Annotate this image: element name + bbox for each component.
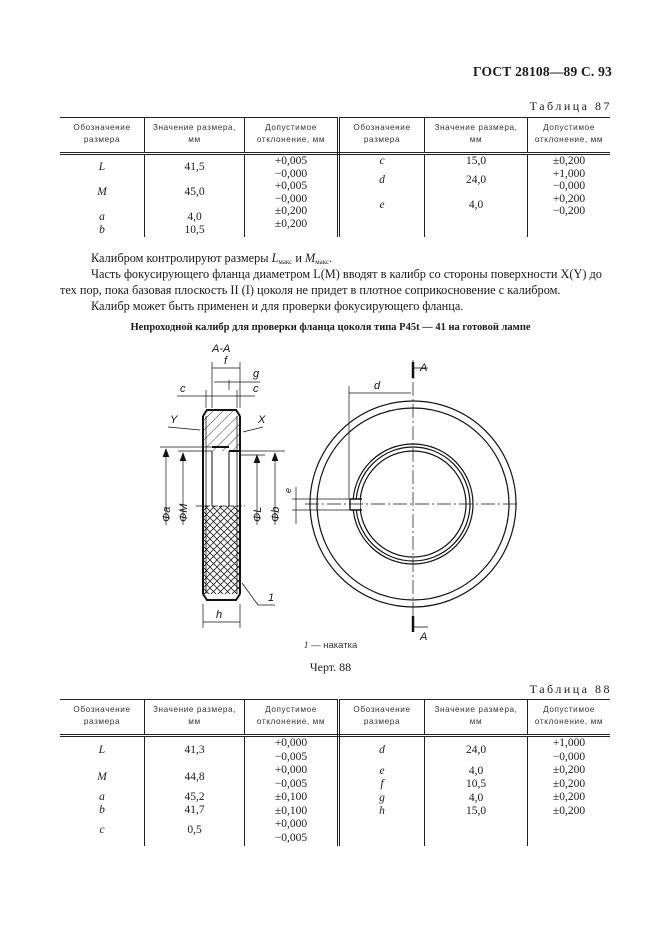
tolerance: +0,000 [274, 818, 308, 830]
tolerance: ±0,200 [552, 155, 586, 167]
label-Y: Y [170, 414, 178, 426]
col-header: Допустимое отклонение, мм [245, 118, 339, 154]
tolerance: +0,000 [274, 737, 308, 749]
label-A-top: А [420, 362, 428, 374]
col-header: Допустимое отклонение, мм [245, 700, 339, 736]
symbol: L [98, 744, 106, 756]
value-column [145, 736, 245, 846]
figure-number: Черт. 88 [309, 660, 352, 674]
tolerance: ±0,200 [274, 217, 308, 230]
label-c-left: c [180, 383, 186, 395]
symbol-column [339, 736, 425, 846]
col-header: Допустимое отклонение, мм [528, 118, 611, 154]
figure-legend: 1 — накатка [303, 640, 358, 651]
figure-title: Непроходной калибр для проверки фланца цоколя типа P45t — 41 на готовой лампе [130, 322, 531, 333]
tolerance: ±0,100 [274, 804, 308, 817]
symbol: e [379, 199, 385, 212]
value: 41,5 [184, 161, 205, 173]
symbol: a [99, 791, 105, 804]
tolerance: −0,000 [552, 180, 586, 193]
label-phi-a: Φa [161, 506, 173, 522]
label-1: 1 [268, 592, 275, 604]
section-view [160, 362, 285, 628]
tolerance: +0,000 [274, 764, 308, 776]
value: 4,0 [468, 791, 484, 804]
col-header: Обозначение размера [60, 700, 145, 736]
value: 45,2 [184, 791, 205, 804]
value: 10,5 [465, 778, 487, 790]
symbol: b [99, 803, 105, 816]
label-e: e [283, 487, 293, 493]
symbol: M [97, 186, 107, 199]
tolerance: ±0,100 [274, 791, 308, 803]
value-column [425, 736, 528, 846]
value: 44,8 [184, 770, 205, 783]
symbol: L [98, 161, 106, 173]
label-d: d [374, 380, 381, 392]
symbol-column [60, 736, 145, 846]
value: 15,0 [465, 155, 487, 167]
label-phi-b: Φb [270, 506, 282, 522]
symbol: b [99, 223, 105, 236]
value: 24,0 [465, 744, 487, 756]
value: 4,0 [468, 764, 484, 777]
value: 4,0 [468, 199, 484, 212]
tolerance: +1,000 [552, 167, 586, 180]
col-header: Обозначение размера [339, 118, 425, 154]
label-A-bottom: А [420, 631, 428, 643]
tolerance-column [528, 736, 611, 846]
tolerance: ±0,200 [552, 804, 586, 817]
value: 45,0 [184, 186, 205, 199]
tolerance: −0,000 [552, 750, 586, 763]
tolerance: +1,000 [552, 737, 586, 749]
symbol: g [379, 791, 385, 804]
label-f: f [224, 355, 228, 367]
paragraph-2-line-2: тех пор, пока базовая плоскость II (I) цоколя не придет в плотное соприкосновение с калибром. [60, 283, 561, 297]
tolerance: −0,005 [274, 750, 308, 763]
value: 41,3 [184, 744, 205, 756]
tolerance: −0,000 [274, 167, 308, 180]
tolerance: −0,005 [274, 831, 308, 844]
paragraph-1: Калибром контролируют размеры $L_{макс}$ и $M_{макс}$. [91, 251, 333, 266]
symbol: d [379, 744, 385, 756]
symbol: a [99, 211, 105, 224]
tolerance: −0,200 [552, 205, 586, 218]
paragraph-2-line-1: Часть фокусирующего фланца диаметром L(M) вводят в калибр со стороны поверхности X(Y) до [91, 267, 602, 281]
table-88 [60, 699, 610, 846]
col-header: Значение размера, мм [145, 118, 245, 154]
table-88-caption: Таблица 88 [529, 682, 612, 696]
value: 15,0 [465, 805, 487, 817]
symbol: h [379, 805, 385, 817]
label-g: g [253, 368, 260, 380]
tolerance: ±0,200 [552, 791, 586, 803]
symbol: f [380, 778, 384, 790]
front-view [292, 360, 520, 632]
page-header: ГОСТ 28108—89 С. 93 [473, 64, 612, 79]
value: 41,7 [184, 803, 205, 816]
label-phi-L: ΦL [252, 506, 264, 522]
tolerance: −0,000 [274, 192, 308, 205]
label-c-right: c [253, 383, 259, 395]
label-phi-M: ΦM [178, 503, 190, 522]
value: 4,0 [187, 211, 202, 224]
symbol: c [379, 155, 385, 167]
value: 24,0 [465, 173, 487, 186]
tolerance: ±0,200 [552, 777, 586, 790]
tolerance-column [245, 736, 339, 846]
table-87-caption: Таблица 87 [529, 99, 612, 113]
paragraph-3: Калибр может быть применен и для проверки фокусирующего фланца. [91, 299, 464, 313]
value: 10,5 [184, 223, 205, 236]
tolerance: ±0,200 [274, 205, 308, 218]
symbol: e [379, 764, 385, 777]
tolerance: −0,005 [274, 777, 308, 790]
symbol: M [97, 770, 107, 783]
value: 0,5 [187, 824, 202, 837]
col-header: Значение размера, мм [425, 118, 528, 154]
symbol: c [99, 824, 105, 837]
col-header: Обозначение размера [339, 700, 425, 736]
label-section: А-А [212, 343, 231, 355]
tolerance: ±0,200 [552, 764, 586, 776]
label-X: X [258, 414, 266, 426]
label-h: h [216, 609, 223, 621]
col-header: Значение размера, мм [425, 700, 528, 736]
tolerance: +0,200 [552, 192, 586, 205]
col-header: Допустимое отклонение, мм [528, 700, 611, 736]
col-header: Значение размера, мм [145, 700, 245, 736]
tolerance: +0,005 [274, 155, 308, 167]
tolerance: +0,005 [274, 180, 308, 193]
col-header: Обозначение размера [60, 118, 145, 154]
symbol: d [379, 173, 385, 186]
